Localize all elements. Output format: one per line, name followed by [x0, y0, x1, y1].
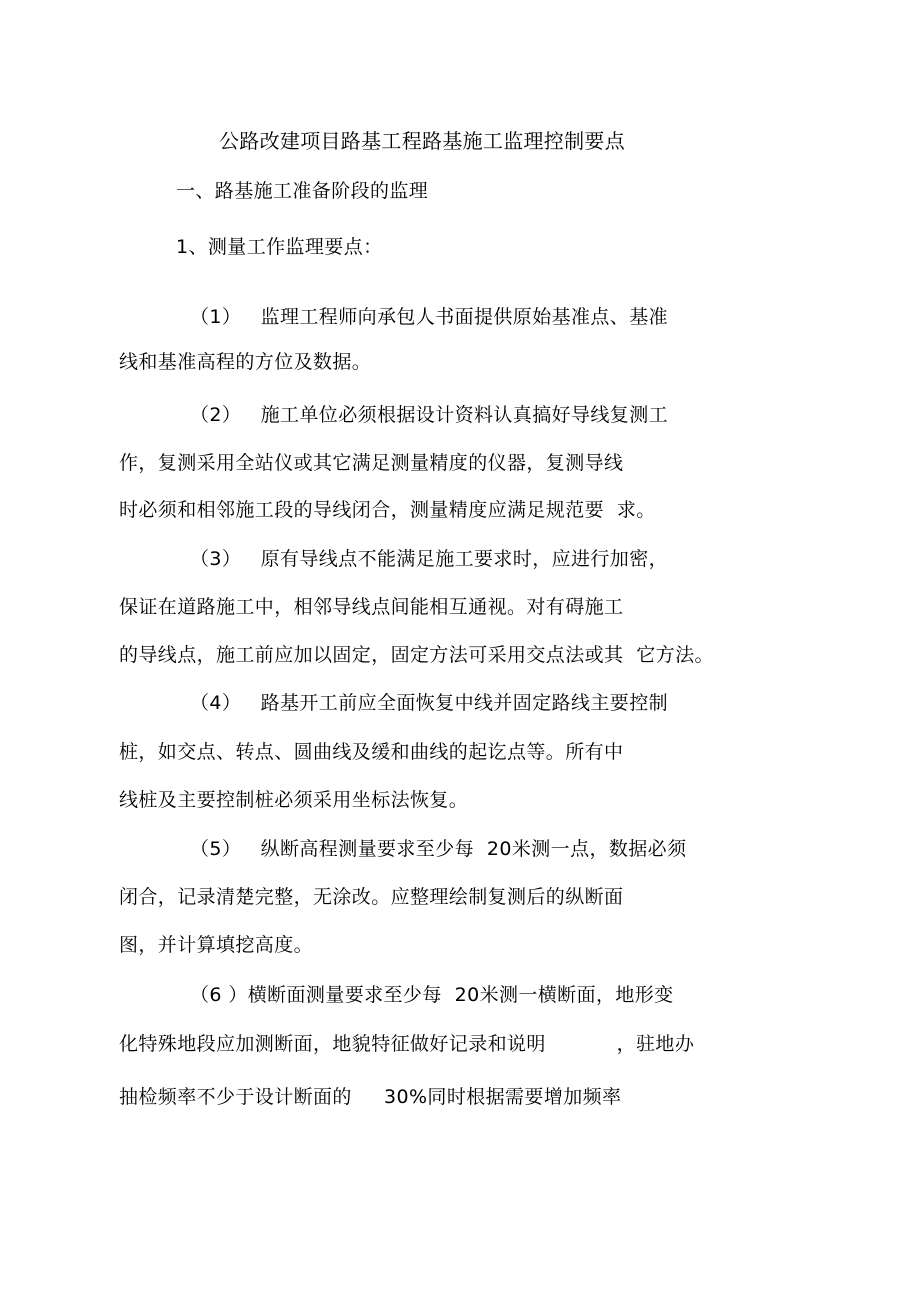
paragraph-line: （1） 监理工程师向承包人书面提供原始基准点、基准	[190, 306, 669, 328]
paragraph-line: 闭合，记录清楚完整，无涂改。应整理绘制复测后的纵断面	[119, 886, 624, 908]
paragraph-line: 线桩及主要控制桩必须采用坐标法恢复。	[119, 789, 469, 811]
paragraph-line: （2） 施工单位必须根据设计资料认真搞好导线复测工	[190, 404, 669, 426]
paragraph-line: （5） 纵断高程测量要求至少每 20米测一点，数据必须	[190, 838, 687, 860]
paragraph-line: 时必须和相邻施工段的导线闭合，测量精度应满足规范要 求。	[119, 499, 656, 521]
section-heading: 一、路基施工准备阶段的监理	[176, 180, 429, 202]
paragraph-line: 线和基准高程的方位及数据。	[119, 351, 372, 373]
paragraph-line: （6 ）横断面测量要求至少每 20米测一横断面，地形变	[190, 984, 674, 1006]
subsection-heading: 1、测量工作监理要点：	[176, 236, 383, 258]
paragraph-line: 保证在道路施工中，相邻导线点间能相互通视。对有碍施工	[119, 596, 624, 618]
paragraph-line: （3） 原有导线点不能满足施工要求时，应进行加密，	[190, 548, 669, 570]
paragraph-line: 桩，如交点、转点、圆曲线及缓和曲线的起讫点等。所有中	[119, 741, 624, 763]
paragraph-line: 图，并计算填挖高度。	[119, 934, 314, 956]
paragraph-line: 抽检频率不少于设计断面的 30%同时根据需要增加频率	[119, 1086, 622, 1108]
paragraph-line: （4） 路基开工前应全面恢复中线并固定路线主要控制	[190, 692, 669, 714]
paragraph-line: 的导线点，施工前应加以固定，固定方法可采用交点法或其 它方法。	[119, 644, 714, 666]
paragraph-line: 化特殊地段应加测断面，地貌特征做好记录和说明 ，驻地办	[119, 1033, 695, 1055]
document-title: 公路改建项目路基工程路基施工监理控制要点	[219, 129, 625, 153]
paragraph-line: 作，复测采用全站仪或其它满足测量精度的仪器，复测导线	[119, 452, 624, 474]
